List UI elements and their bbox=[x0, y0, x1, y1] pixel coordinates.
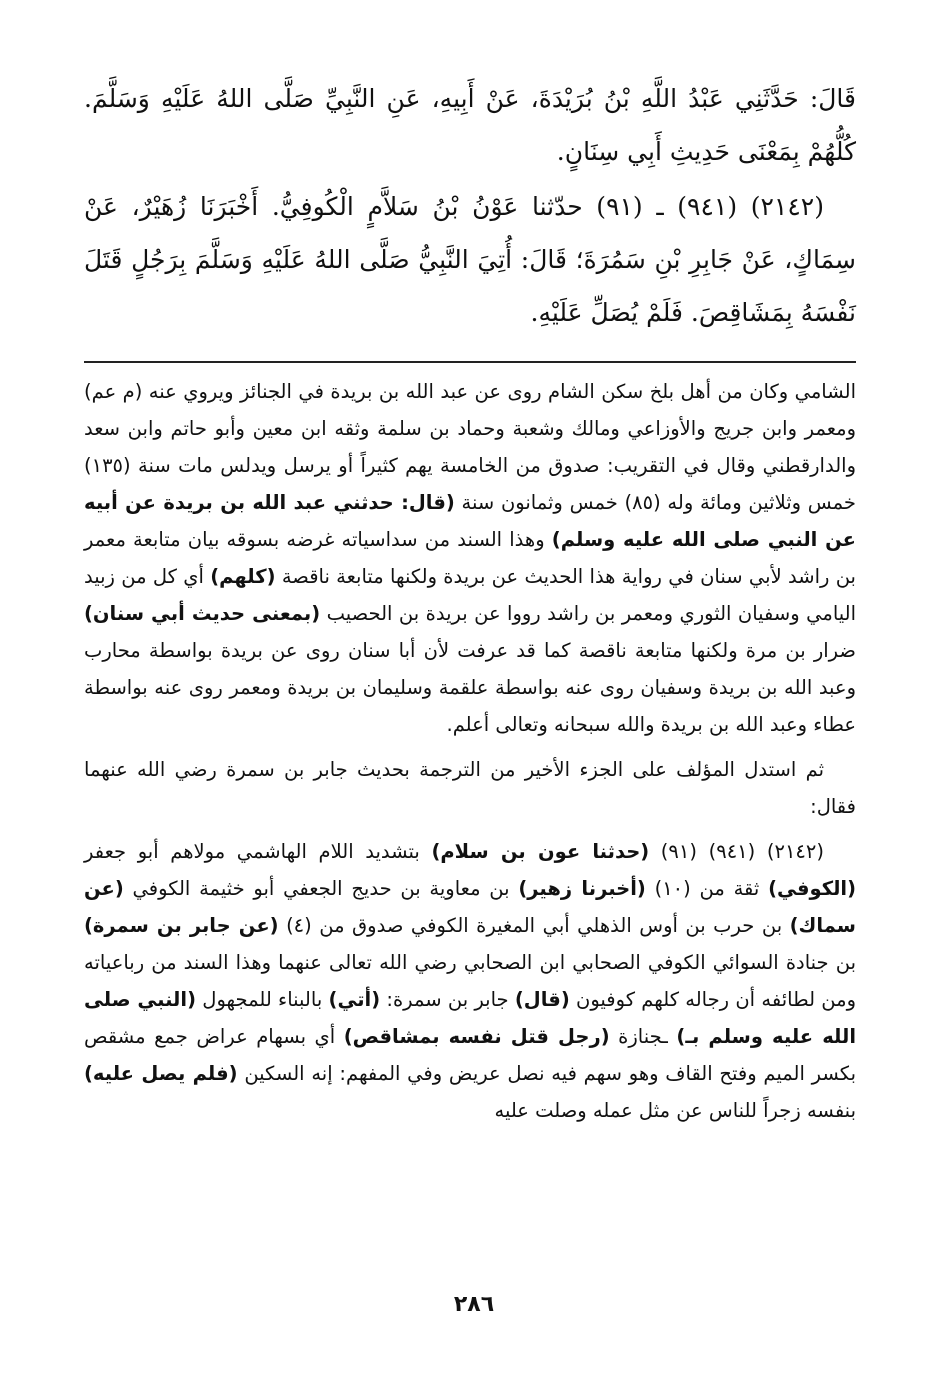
bold-quoted-text: (رجل قتل نفسه بمشاقص) bbox=[343, 1025, 610, 1048]
commentary-text: بنفسه زجراً للناس عن مثل عمله وصلت عليه bbox=[494, 1099, 856, 1122]
commentary-paragraph-1 bbox=[84, 373, 856, 743]
commentary-text: ضرار بن مرة ولكنها متابعة ناقصة كما قد عرفت لأن أبا سنان روى عن بريدة بواسطة محارب وعبد الله بن بريدة وسفيان روى عنه بواسطة علقمة وسليمان بن بريدة ومعمر روى عنه بواسطة عطاء وعبد الله بن بريدة والله سبحانه وتعالى أعلم. bbox=[84, 639, 856, 736]
bold-quoted-text: (الكوفي) bbox=[768, 877, 856, 900]
commentary-text: ـجنازة bbox=[609, 1025, 677, 1048]
bold-quoted-text: (قال: حدثني عبد الله بن بريدة عن أبيه عن النبي صلى الله عليه وسلم) bbox=[84, 491, 856, 551]
commentary-text: بن جنادة السوائي الكوفي الصحابي ابن الصحابي رضي الله تعالى عنهما وهذا السند من رباعياته ومن لطائفه أن رجاله كلهم كوفيون bbox=[84, 951, 857, 1011]
bold-quoted-text: (عن سماك) bbox=[84, 877, 856, 937]
commentary-text: بالبناء للمجهول bbox=[195, 988, 329, 1011]
commentary-text: الشامي وكان من أهل بلخ سكن الشام روى عن عبد الله بن بريدة في الجنائز ويروي عنه (م عم) ومعمر وابن جريج والأوزاعي ومالك وشعبة وحماد بن سلمة وثقه ابن معين وأبو حاتم وابن سعد والدارقطني وقال في التقريب: صدوق من الخامسة يهم كثيراً أو يرسل ويدلس مات سنة (١٣٥) خمس وثلاثين ومائة وله (٨٥) خمس وثمانون سنة bbox=[84, 380, 856, 514]
commentary-text: (٢١٤٢) (٩٤١) (٩١) bbox=[649, 840, 824, 863]
commentary-text: بن حرب بن أوس الذهلي أبي المغيرة الكوفي صدوق من (٤) bbox=[278, 914, 790, 937]
bold-quoted-text: (قال) bbox=[514, 988, 570, 1011]
commentary-text: أي بسهام عراض جمع مشقص بكسر الميم وفتح القاف وهو سهم فيه نصل عريض وفي المفهم: إنه السكين bbox=[84, 1025, 856, 1085]
commentary-text: أي كل من زبيد اليامي وسفيان الثوري ومعمر بن راشد رووا عن بريدة بن الحصيب bbox=[84, 565, 857, 625]
bold-quoted-text: (فلم يصل عليه) bbox=[84, 1062, 238, 1085]
bold-quoted-text: (النبي صلى الله عليه وسلم بـ) bbox=[84, 988, 857, 1048]
commentary-text: ثقة من (١٠) bbox=[645, 877, 769, 900]
commentary-text: ثم استدل المؤلف على الجزء الأخير من الترجمة بحديث جابر بن سمرة رضي الله عنهما فقال: bbox=[84, 758, 856, 818]
bold-quoted-text: (أتي) bbox=[328, 988, 381, 1011]
hadith-text-2142: (٢١٤٢) (٩٤١) ـ (٩١) حدّثنا عَوْنُ بْنُ سَلاَّمٍ الْكُوفِيُّ. أَخْبَرَنَا زُهَيْرٌ، عَنْ سِمَاكٍ، عَنْ جَابِرِ بْنِ سَمُرَةَ؛ قَالَ: أُتِيَ النَّبِيُّ صَلَّى اللهُ عَلَيْهِ وَسَلَّمَ بِرَجُلٍ قَتَلَ نَفْسَهُ بِمَشَاقِصَ. فَلَمْ يُصَلِّ عَلَيْهِ. bbox=[84, 192, 856, 327]
commentary-paragraph-3 bbox=[84, 833, 856, 1129]
commentary-text: بن معاوية بن حديج الجعفي أبو خثيمة الكوفي bbox=[123, 877, 519, 900]
bold-quoted-text: (بمعنى حديث أبي سنان) bbox=[84, 602, 321, 625]
page-number: ٢٨٦ bbox=[453, 1292, 495, 1317]
bold-quoted-text: (أخبرنا زهير) bbox=[518, 877, 646, 900]
footnote-divider bbox=[84, 361, 856, 363]
commentary-text: بتشديد اللام الهاشمي مولاهم أبو جعفر bbox=[84, 840, 432, 863]
commentary-text: جابر بن سمرة: bbox=[380, 988, 515, 1011]
bold-quoted-text: (حدثنا عون بن سلام) bbox=[431, 840, 650, 863]
book-page bbox=[84, 72, 856, 1383]
commentary-paragraph-2 bbox=[84, 751, 856, 825]
bold-quoted-text: (عن جابر بن سمرة) bbox=[84, 914, 279, 937]
hadith-text-continuation: قَالَ: حَدَّثَنِي عَبْدُ اللَّهِ بْنُ بُرَيْدَةَ، عَنْ أَبِيهِ، عَنِ النَّبِيِّ صَلَّى اللهُ عَلَيْهِ وَسَلَّمَ. كُلُّهُمْ بِمَعْنَى حَدِيثِ أَبِي سِنَانٍ. bbox=[84, 84, 856, 166]
commentary-text: وهذا السند من سداسياته غرضه بسوقه بيان متابعة معمر بن راشد لأبي سنان في رواية هذا الحديث عن بريدة ولكنها متابعة ناقصة bbox=[84, 528, 856, 588]
bold-quoted-text: (كلهم) bbox=[210, 565, 276, 588]
